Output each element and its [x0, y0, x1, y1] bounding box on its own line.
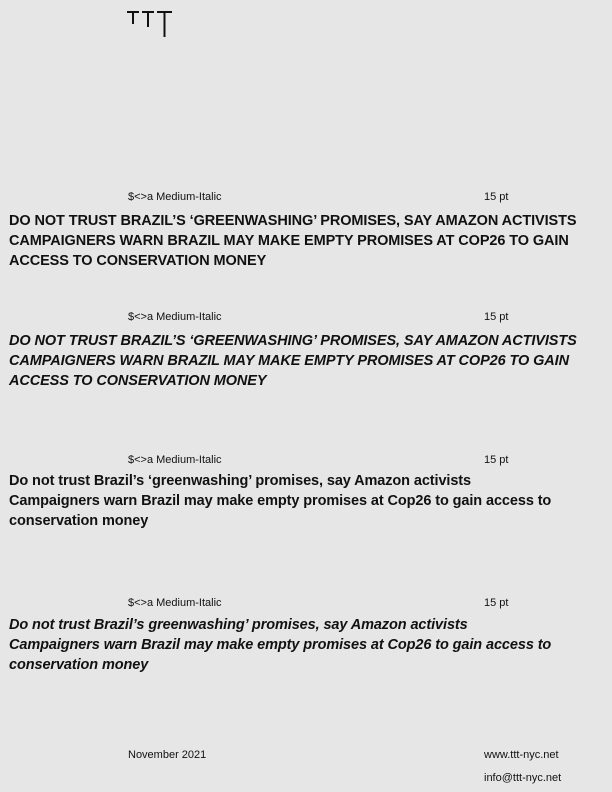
specimen-line: DO NOT TRUST BRAZIL’S ‘GREENWASHING’ PROMISES, SAY AMAZON ACTIVISTS	[9, 333, 577, 349]
footer-date: November 2021	[128, 749, 207, 761]
specimen-line: CAMPAIGNERS WARN BRAZIL MAY MAKE EMPTY PROMISES AT COP26 TO GAIN	[9, 233, 569, 249]
specimen-line: CAMPAIGNERS WARN BRAZIL MAY MAKE EMPTY PROMISES AT COP26 TO GAIN	[9, 353, 569, 369]
specimen-4-size: 15 pt	[484, 597, 509, 609]
ttt-logo-icon	[127, 8, 177, 38]
specimen-line: conservation money	[9, 513, 149, 529]
footer-email-link[interactable]: info@ttt-nyc.net	[484, 772, 562, 784]
specimen-2-text	[9, 331, 599, 391]
specimen-line: DO NOT TRUST BRAZIL’S ‘GREENWASHING’ PROMISES, SAY AMAZON ACTIVISTS	[9, 213, 577, 229]
specimen-1-text	[9, 211, 599, 271]
specimen-4-text	[9, 615, 599, 675]
specimen-4-label: $<>a Medium-Italic	[128, 597, 222, 609]
specimen-line: Campaigners warn Brazil may make empty promises at Cop26 to gain access to	[9, 493, 552, 509]
specimen-1-size: 15 pt	[484, 191, 509, 203]
footer-website-link[interactable]: www.ttt-nyc.net	[484, 749, 559, 761]
specimen-line: conservation money	[9, 657, 149, 673]
specimen-line: ACCESS TO CONSERVATION MONEY	[9, 253, 267, 269]
specimen-3-text	[9, 471, 599, 531]
specimen-3-label: $<>a Medium-Italic	[128, 454, 222, 466]
specimen-line: Do not trust Brazil’s greenwashing’ promises, say Amazon activists	[9, 617, 468, 633]
specimen-2-size: 15 pt	[484, 311, 509, 323]
specimen-line: ACCESS TO CONSERVATION MONEY	[9, 373, 267, 389]
specimen-line: Do not trust Brazil’s ‘greenwashing’ promises, say Amazon activists	[9, 473, 471, 489]
specimen-1-label: $<>a Medium-Italic	[128, 191, 222, 203]
specimen-3-size: 15 pt	[484, 454, 509, 466]
specimen-2-label: $<>a Medium-Italic	[128, 311, 222, 323]
specimen-line: Campaigners warn Brazil may make empty promises at Cop26 to gain access to	[9, 637, 552, 653]
